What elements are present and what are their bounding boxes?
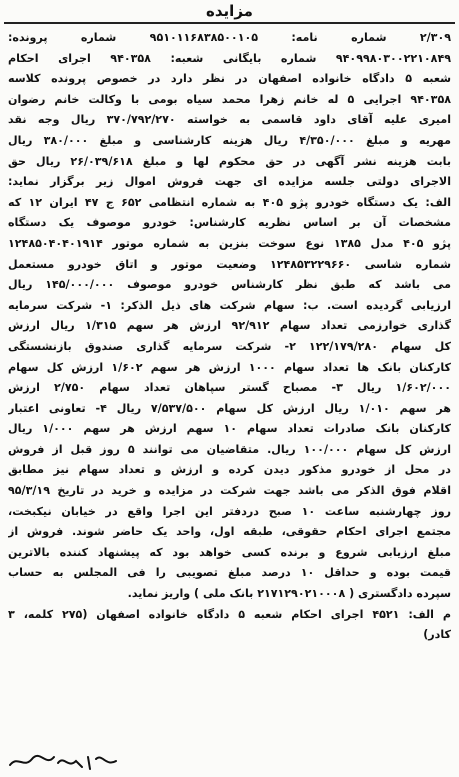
notice-line: کادر) [423, 628, 451, 642]
notice-line: ۹۴۰۳۵۸ اجرایی ۵ له خانم زهرا محمد سیاه بومی با وکالت خانم رضوان [8, 92, 451, 106]
notice-line: مشخصات آن بر اساس نظریه کارشناس: خودرو موصوف یک دستگاه [8, 216, 451, 230]
notice-line: سپرده دادگستری ( ۲۱۷۱۲۹۰۲۱۰۰۰۸ بانک ملی ) واریز نماید. [127, 587, 451, 601]
notice-line: الف: یک دستگاه خودرو پژو ۴۰۵ به شماره انتظامی ۶۵۲ ج ۴۷ ایران ۱۲ که [8, 195, 451, 209]
notice-line: کارکنان بانک صادرات تعداد سهام ۱۰ سهم ارزش هر سهم ۱/۰۰۰ ریال [8, 422, 451, 436]
notice-line: ارزش کل سهام ۱۰۰/۰۰۰ ریال. متقاضیان می توانند ۵ روز قبل از فروش [8, 442, 451, 456]
notice-line: ارزیابی گردیده است. ب: سهام شرکت های ذیل الذکر: ۱- شرکت سرمایه [8, 298, 451, 312]
notice-line: روز چهارشنبه ساعت ۱۰ صبح دردفتر این اجرا واقع در خیابان نیکبخت، [8, 504, 451, 518]
notice-line: ۹۴۰۹۹۸۰۳۰۰۲۲۱۰۸۴۹ شماره بایگانی شعبه: ۹۴۰۳۵۸ اجرای احکام [8, 51, 451, 65]
notice-line: اقلام فوق الذکر می باشد جهت شرکت در مزایده و خرید در تاریخ ۹۵/۳/۱۹ [8, 484, 451, 498]
notice-line: هر سهم ۱/۰۱۰ ریال ارزش کل سهام ۷/۵۳۷/۵۰۰ ریال ۴- تعاونی اعتبار [8, 401, 451, 415]
notice-line: م الف: ۴۵۲۱ اجرای احکام شعبه ۵ دادگاه خانواده اصفهان (۲۷۵ کلمه، ۳ [8, 607, 451, 621]
handwritten-mark [6, 749, 126, 773]
notice-title: مزایده [206, 2, 253, 20]
notice-line: مبلغ ارزیابی شروع و برنده کسی خواهد بود که پیشنهاد کننده بالاترین [8, 545, 451, 559]
notice-line: الاجرای دولتی جلسه مزایده ای جهت فروش اموال زیر برگزار نماید: [8, 175, 451, 189]
notice-line: کل سهام ۱۲۲/۱۷۹/۲۸۰ ۲- شرکت سرمایه گذاری صندوق بازنشستگی [8, 339, 451, 353]
notice-line: ۱/۶۰۲/۰۰۰ ریال ۳- مصباح گستر سپاهان تعداد سهام ۲/۷۵۰ ارزش [8, 381, 451, 395]
notice-line: مجتمع اجرای احکام حقوقی، طبقه اول، واحد یک حاضر شوند. فروش از [8, 525, 451, 539]
notice-line: بابت هزینه نشر آگهی در حق محکوم لها و مبلغ ۲۶/۰۳۹/۶۱۸ ریال حق [8, 154, 451, 168]
notice-line: کارکنان بانک ها تعداد سهام ۱۰۰۰ ارزش هر سهم ۱/۶۰۲ ارزش کل سهام [8, 360, 451, 374]
title-divider [4, 22, 455, 24]
notice-line: پژو ۴۰۵ مدل ۱۳۸۵ نوع سوخت بنزین به شماره موتور ۱۲۴۸۵۰۴۰۴۰۱۹۱۴ [8, 236, 451, 250]
notice-line: مهریه و مبلغ ۴/۳۵۰/۰۰۰ ریال هزینه کارشناسی و مبلغ ۳۸۰/۰۰۰ ریال [8, 133, 451, 147]
notice-line: شعبه ۵ دادگاه خانواده اصفهان در نظر دارد در خصوص پرونده کلاسه [8, 72, 451, 86]
notice-line: شماره شاسی ۱۲۴۸۵۳۲۲۹۶۶۰ وضعیت موتور و اتاق خودرو مستعمل [8, 257, 451, 271]
notice-line: ۲/۳۰۹ شماره نامه: ۹۵۱۰۱۱۶۸۳۸۵۰۰۱۰۵ شماره پرونده: [8, 31, 451, 44]
notice-line: در محل از خودرو مذکور دیدن کرده و ارزش و تعداد سهام نیز مطابق [8, 463, 451, 477]
notice-line: امیری علیه آقای داود قاسمی به خواسته ۳۷۰/۷۹۲/۲۷۰ ریال وجه نقد [8, 113, 451, 127]
notice-line: گذاری خوارزمی تعداد سهام ۹۲/۹۱۲ ارزش هر سهم ۱/۳۱۵ ریال ارزش [8, 319, 451, 333]
notice-line: قیمت بوده و حداقل ۱۰ درصد مبلغ تصویبی را فی المجلس به حساب [8, 566, 451, 580]
notice-line: می باشد که طبق نظر کارشناس خودرو موصوف ۱۴۵/۰۰۰/۰۰۰ ریال [8, 278, 451, 292]
notice-body [8, 28, 451, 747]
